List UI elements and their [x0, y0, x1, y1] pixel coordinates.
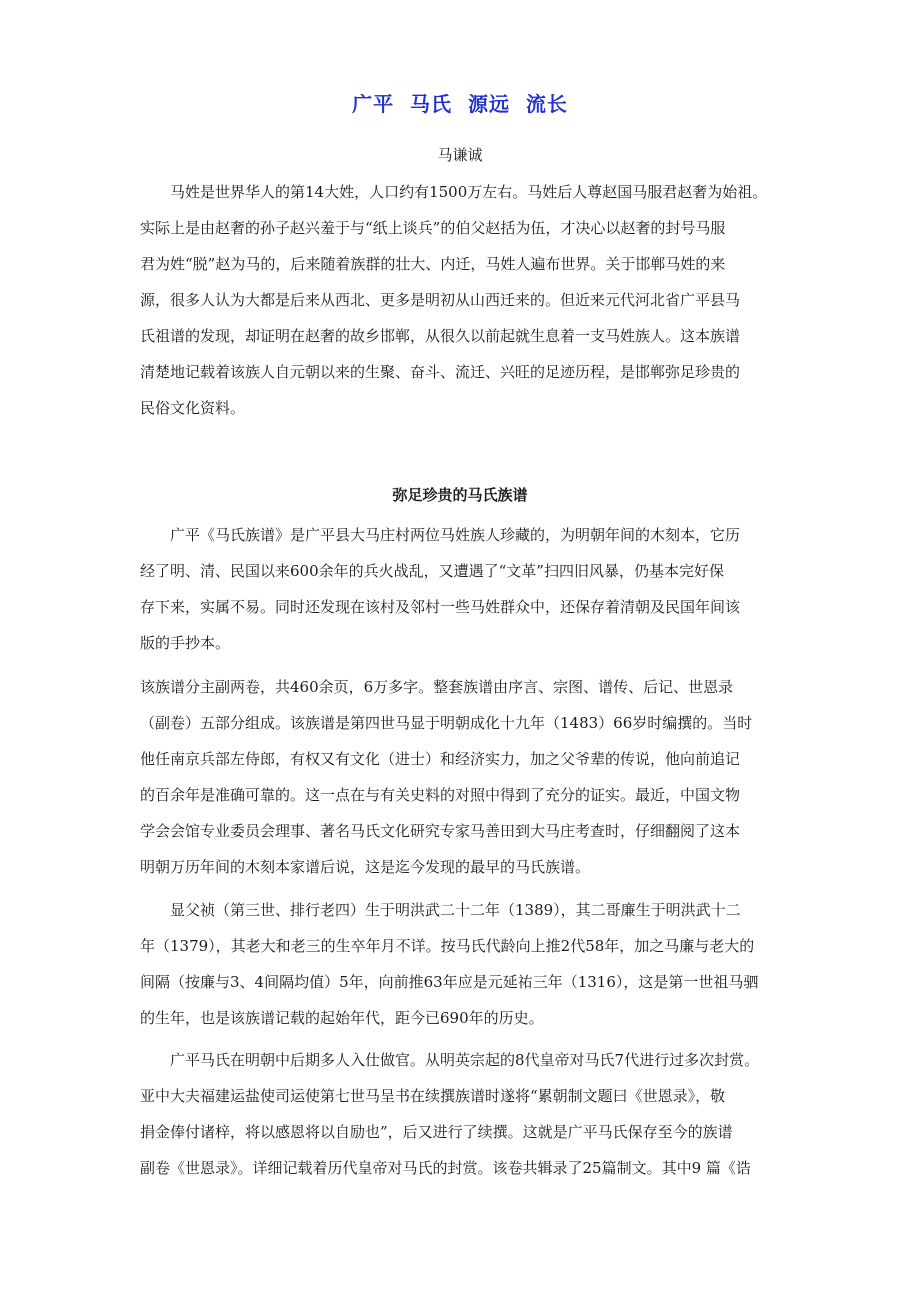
paragraph-3-line-6: 明朝万历年间的木刻本家谱后说，这是迄今发现的最早的马氏族谱。 — [140, 858, 591, 876]
paragraph-1-line-6: 清楚地记载着该族人自元朝以来的生聚、奋斗、流迁、兴旺的足迹历程，是邯郸弥足珍贵的 — [140, 363, 741, 381]
paragraph-5-line-4: 副卷《世恩录》。详细记载着历代皇帝对马氏的封赏。该卷共辑录了25篇制文。其中9 篇《诰 — [140, 1159, 751, 1177]
author-name: 马谦诚 — [437, 146, 483, 164]
paragraph-1-line-1: 马姓是世界华人的第14大姓，人口约有1500万左右。马姓后人尊赵国马服君赵奢为始祖。 — [170, 183, 768, 201]
paragraph-4-line-4: 的生年，也是该族谱记载的起始年代，距今已690年的历史。 — [140, 1009, 544, 1027]
paragraph-5-line-1: 广平马氏在明朝中后期多人入仕做官。从明英宗起的8代皇帝对马氏7代进行过多次封赏。 — [170, 1051, 760, 1069]
document-title: 广平 马氏 源远 流长 — [352, 92, 568, 116]
paragraph-1-line-4: 源，很多人认为大都是后来从西北、更多是明初从山西迁来的。但近来元代河北省广平县马 — [140, 291, 741, 309]
paragraph-3-line-1: 该族谱分主副两卷，共460余页，6万多字。整套族谱由序言、宗图、谱传、后记、世恩录 — [140, 678, 734, 696]
paragraph-1-line-7: 民俗文化资料。 — [140, 399, 246, 417]
paragraph-1-line-3: 君为姓“脱”赵为马的，后来随着族群的壮大、内迁，马姓人遍布世界。关于邯郸马姓的来 — [140, 255, 726, 273]
paragraph-1-line-5: 氏祖谱的发现，却证明在赵奢的故乡邯郸，从很久以前起就生息着一支马姓族人。这本族谱 — [140, 327, 741, 345]
paragraph-4-line-1: 显父祯（第三世、排行老四）生于明洪武二十二年（1389），其二哥廉生于明洪武十二 — [170, 901, 741, 919]
paragraph-3-line-2: （副卷）五部分组成。该族谱是第四世马显于明朝成化十九年（1483）66岁时编撰的。当时 — [140, 714, 753, 732]
paragraph-4-line-3: 间隔（按廉与3、4间隔均值）5年，向前推63年应是元延祐三年（1316），这是第一世祖马驷 — [140, 973, 759, 991]
paragraph-1-line-2: 实际上是由赵奢的孙子赵兴羞于与“纸上谈兵”的伯父赵括为伍，才决心以赵奢的封号马服 — [140, 219, 726, 237]
paragraph-4-line-2: 年（1379），其老大和老三的生卒年月不详。按马氏代龄向上推2代58年，加之马廉与老大的 — [140, 937, 755, 955]
paragraph-2-line-4: 版的手抄本。 — [140, 634, 231, 652]
paragraph-2-line-2: 经了明、清、民国以来600余年的兵火战乱，又遭遇了“文革”扫四旧风暴，仍基本完好保 — [140, 562, 724, 580]
paragraph-5-line-3: 捐金俸付诸梓，将以感恩将以自励也”，后又进行了续撰。这就是广平马氏保存至今的族谱 — [140, 1123, 733, 1141]
paragraph-5-line-2: 亚中大夫福建运盐使司运使第七世马呈书在续撰族谱时遂将“累朝制文题曰《世恩录》，敬 — [140, 1087, 726, 1105]
section-heading: 弥足珍贵的马氏族谱 — [392, 486, 528, 504]
paragraph-2-line-3: 存下来，实属不易。同时还发现在该村及邻村一些马姓群众中，还保存着清朝及民国年间该 — [140, 598, 741, 616]
paragraph-3-line-3: 他任南京兵部左侍郎，有权又有文化（进士）和经济实力，加之父爷辈的传说，他向前追记 — [140, 750, 741, 768]
paragraph-3-line-5: 学会会馆专业委员会理事、著名马氏文化研究专家马善田到大马庄考查时，仔细翻阅了这本 — [140, 822, 741, 840]
paragraph-2-line-1: 广平《马氏族谱》是广平县大马庄村两位马姓族人珍藏的，为明朝年间的木刻本，它历 — [170, 526, 741, 544]
paragraph-3-line-4: 的百余年是准确可靠的。这一点在与有关史料的对照中得到了充分的证实。最近，中国文物 — [140, 786, 741, 804]
